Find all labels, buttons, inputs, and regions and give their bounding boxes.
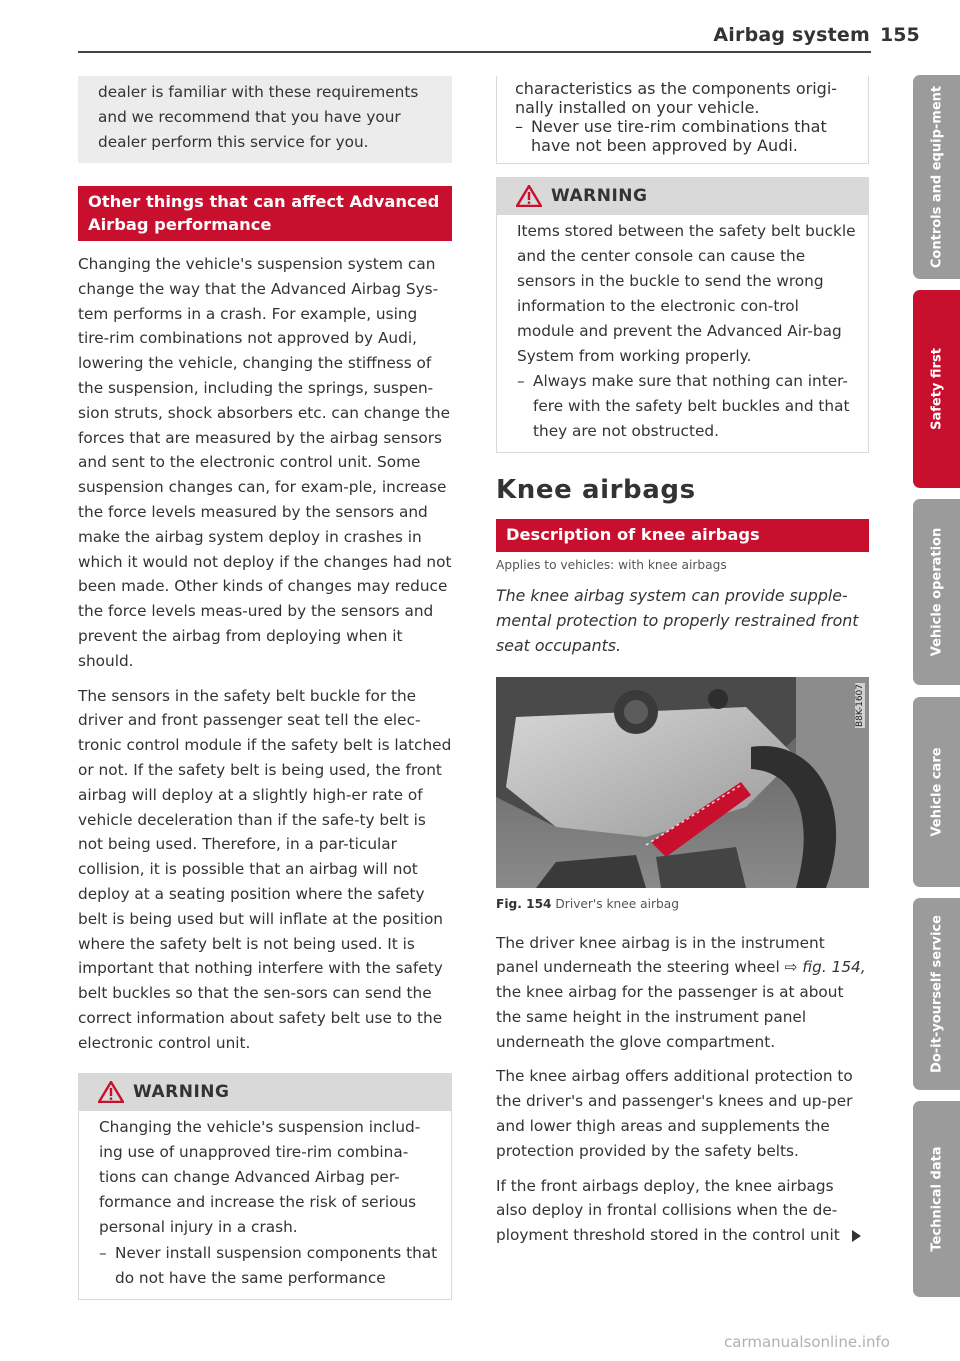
list-dash: – [99,1243,107,1262]
tab-controls-and-equipment[interactable] [913,75,960,279]
page-number: 155 [880,24,920,46]
continued-item-text: Never use tire-rim combinations that have not been approved by Audi. [531,117,827,155]
paragraph-location-text-a: The driver knee airbag is in the instrument panel underneath the steering wheel [496,933,825,977]
tab-label: Safety first [929,348,944,430]
right-column [496,76,869,1248]
watermark: carmanualsonline.info [724,1333,890,1351]
warning-body [496,215,869,453]
warning-triangle-icon [516,185,542,207]
continued-warning-box [496,76,869,164]
figure-caption-label: Fig. 154 [496,896,552,911]
continued-note-text: dealer is familiar with these requirements and we recommend that you have your dealer perform this service for you. [98,83,419,151]
list-dash: – [517,372,525,390]
running-header-title: Airbag system [713,24,870,46]
tab-safety-first[interactable] [913,290,960,488]
section-heading-knee-airbags: Description of knee airbags [496,519,869,552]
figure-caption [496,897,869,911]
warning-title: WARNING [133,1081,230,1102]
tab-label: Controls and equip-ment [929,85,944,269]
warning-item-text: Always make sure that nothing can inter-fere with the safety belt buckles and that they are not obstructed. [533,372,850,440]
warning-header [78,1073,452,1111]
left-column [78,76,452,1300]
tab-label: Do-it-yourself service [929,915,944,1073]
tab-do-it-yourself-service[interactable] [913,898,960,1090]
warning-body [78,1111,452,1300]
paragraph-belt-sensors: The sensors in the safety belt buckle for the driver and front passenger seat tell the elec-tronic control module if the safety belt is latched or not. If the safety belt is being used, the front airbag will deploy at a slightly high-er rate of vehicle deceleration than if the safe-ty belt is not being used. Therefore, in a par-ticular collision, it is possible that an airbag will not deploy at a seating position where the safety belt is being used but will inflate at the position where the safety belt is not being used. It is important that nothing interfere with the safety belt buckles so that the sen-sors can send the correct information about safety belt use to the electronic control unit. [78,686,452,1052]
warning-triangle-icon [98,1081,124,1103]
paragraph-suspension: Changing the vehicle's suspension system can change the way that the Advanced Airbag Sys-tem performs in a crash. For example, using tire-rim combinations not approved by Audi, lowering the vehicle, changing the stiffness of the suspension, including the springs, suspen-sion struts, shock absorbers etc. can change the forces that are measured by the airbag sensors and sent to the electronic control unit. Some suspension changes can, for exam-ple, increase the force levels measured by the sensors and make the airbag system deploy in crashes in which it would not deploy if the changes had not been made. Other kinds of changes may reduce the force levels meas-ured by the sensors and prevent the airbag from deploying when it should. [78,255,452,670]
paragraph-protection: The knee airbag offers additional protection to the driver's and passenger's knees and up-per and lower thigh areas and supplements the protection provided by the safety belts. [496,1067,853,1160]
warning-text: Changing the vehicle's suspension includ-ing use of unapproved tire-rim combina-tions can change Advanced Airbag per-formance and increase the risk of serious personal injury in a crash. [99,1117,421,1236]
continue-arrow-icon [852,1230,861,1242]
tab-vehicle-care[interactable] [913,697,960,887]
warning-buckle [496,177,869,453]
continued-list-item [515,117,854,155]
tab-technical-data[interactable] [913,1101,960,1297]
warning-suspension [78,1073,452,1300]
figure-reference-link[interactable]: ⇨ fig. 154, [784,958,866,977]
warning-list-item [517,369,856,444]
tab-vehicle-operation[interactable] [913,499,960,685]
chapter-heading-knee-airbags: Knee airbags [496,475,696,505]
continued-note-box [78,76,452,163]
applies-to-note: Applies to vehicles: with knee airbags [496,557,727,572]
figure-code: B8K-1607 [855,683,865,727]
figure-knee-airbag [496,677,869,888]
figure-caption-text: Driver's knee airbag [555,896,679,911]
warning-list-item [99,1241,439,1291]
lead-paragraph: The knee airbag system can provide supple-mental protection to properly restrained front seat occupants. [496,585,859,655]
warning-item-text: Never install suspension components that do not have the same performance [115,1243,438,1287]
tab-label: Vehicle operation [929,527,944,657]
chapter-tabs [913,0,960,1361]
header-divider [78,51,871,53]
knee-airbag-illustration [496,677,869,888]
section-heading-suspension: Other things that can affect Advanced Airbag performance [78,186,452,241]
tab-label: Vehicle care [929,747,944,837]
tab-label: Technical data [929,1146,944,1252]
warning-title: WARNING [551,186,648,206]
paragraph-location [496,931,869,1055]
paragraph-deployment [496,1174,869,1248]
warning-header [496,177,869,215]
warning-text: Items stored between the safety belt buckle and the center console can cause the sensors in the buckle to send the wrong information to the electronic con-trol module and prevent the Advanced Air-bag System from working properly. [517,222,856,365]
list-dash: – [515,117,523,136]
continued-warning-text: characteristics as the components origi-nally installed on your vehicle. [515,79,838,117]
paragraph-deployment-text: If the front airbags deploy, the knee airbags also deploy in frontal collisions when the de-ployment threshold stored in the control unit [496,1176,840,1245]
paragraph-location-text-b: the knee airbag for the passenger is at about the same height in the instrument panel underneath the glove compartment. [496,983,844,1051]
